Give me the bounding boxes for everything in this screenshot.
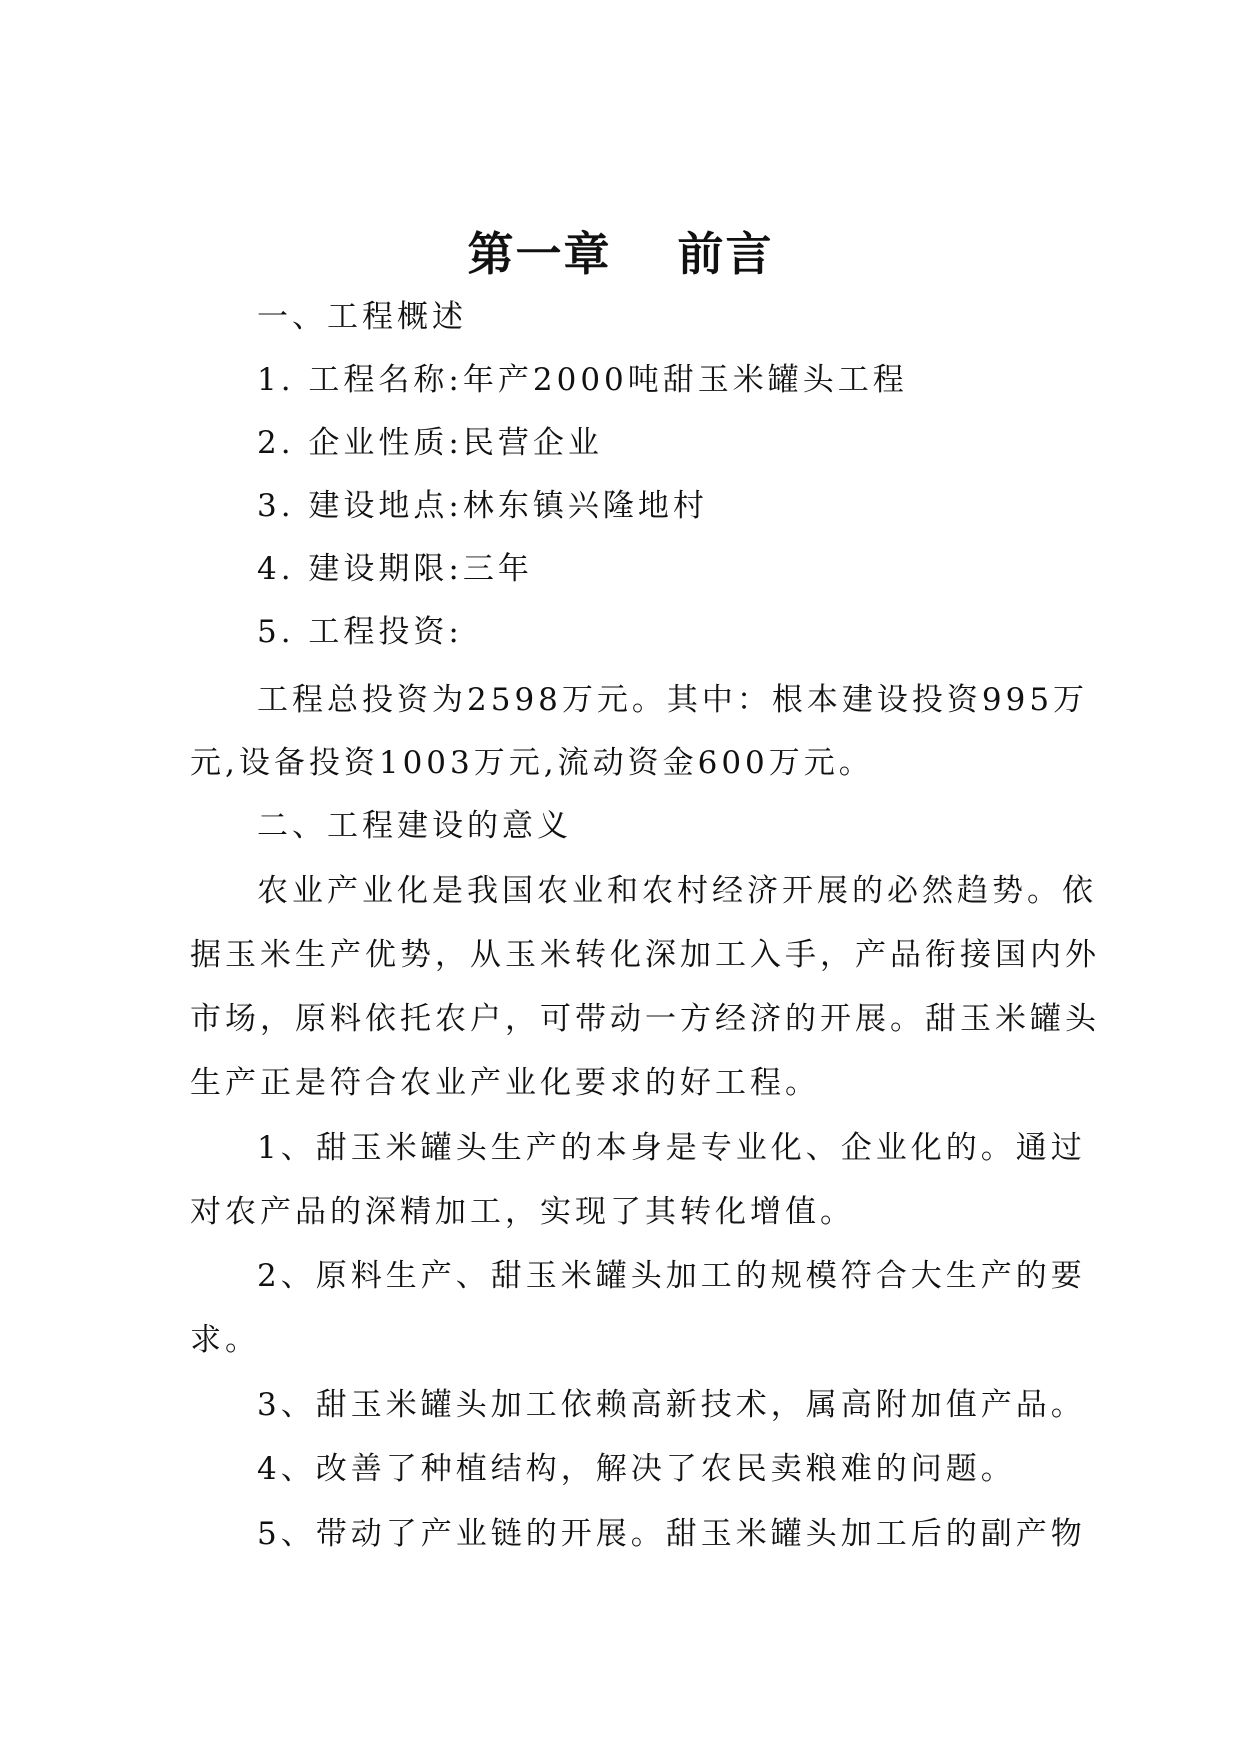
investment-paragraph-line: 工程总投资为2598万元。其中：根本建设投资995万 (257, 682, 1089, 718)
significance-paragraph-line: 市场，原料依托农户，可带动一方经济的开展。甜玉米罐头 (190, 1001, 1100, 1037)
list-item-period: 4. 建设期限:三年 (257, 551, 533, 587)
significance-paragraph-line: 农业产业化是我国农业和农村经济开展的必然趋势。依 (257, 873, 1097, 909)
list-item-investment: 5. 工程投资: (257, 614, 463, 650)
significance-paragraph-line: 据玉米生产优势，从玉米转化深加工入手，产品衔接国内外 (190, 937, 1100, 973)
significance-paragraph-line: 生产正是符合农业产业化要求的好工程。 (190, 1065, 820, 1101)
list-item-location: 3. 建设地点:林东镇兴隆地村 (257, 488, 708, 524)
point-paragraph-line: 1、甜玉米罐头生产的本身是专业化、企业化的。通过 (257, 1130, 1086, 1166)
point-paragraph-line: 3、甜玉米罐头加工依赖高新技术，属高附加值产品。 (257, 1387, 1086, 1423)
investment-paragraph-line: 元,设备投资1003万元,流动资金600万元。 (190, 745, 874, 781)
point-paragraph-line: 5、带动了产业链的开展。甜玉米罐头加工后的副产物 (257, 1516, 1086, 1552)
list-item-enterprise-nature: 2. 企业性质:民营企业 (257, 425, 603, 461)
point-paragraph-line: 4、改善了种植结构，解决了农民卖粮难的问题。 (257, 1451, 1016, 1487)
section-heading-significance: 二、工程建设的意义 (257, 808, 572, 844)
section-heading-overview: 一、工程概述 (257, 299, 467, 335)
point-paragraph-line: 2、原料生产、甜玉米罐头加工的规模符合大生产的要 (257, 1258, 1086, 1294)
point-paragraph-line: 求。 (190, 1322, 260, 1358)
point-paragraph-line: 对农产品的深精加工，实现了其转化增值。 (190, 1194, 855, 1230)
list-item-project-name: 1. 工程名称:年产2000吨甜玉米罐头工程 (257, 362, 908, 398)
chapter-title: 第一章 前言 (467, 227, 774, 281)
